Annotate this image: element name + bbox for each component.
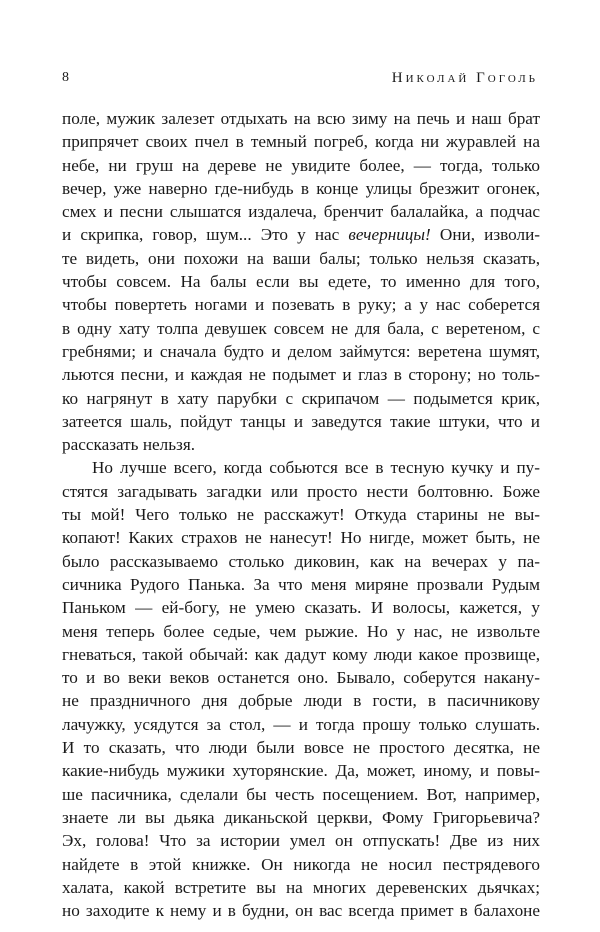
text-line-part: Они, изволи- xyxy=(430,225,540,245)
text-line: чтобы повертеть ногами и позевать в руку; а у нас соберется xyxy=(62,295,540,315)
text-line: поле, мужик залезет отдыхать на всю зиму на печь и наш брат xyxy=(62,109,540,128)
text-line: Но лучше всего, когда собьются все в тесную кучку и пу- xyxy=(92,458,540,478)
text-line: гневаться, такой обычай: как дадут кому люди какое прозвище, xyxy=(62,644,540,664)
text-line: было рассказываемо столько диковин, как на вечерах у па- xyxy=(62,551,540,571)
text-line: И то сказать, что люди были вовсе не простого десятка, не xyxy=(62,738,540,758)
text-line: в одну хату толпа девушек совсем не для бала, с веретеном, с xyxy=(62,318,540,338)
running-head xyxy=(62,70,538,90)
text-line: Эх, голова! Что за истории умел он отпускать! Две из них xyxy=(62,831,540,851)
text-line: чтобы совсем. На балы если вы едете, то именно для того, xyxy=(62,272,540,292)
text-line: рассказать нельзя. xyxy=(62,435,196,455)
text-line xyxy=(62,223,540,246)
text-line: меня теперь более седые, чем рыжие. Но у нас, не извольте xyxy=(62,621,540,641)
author-name: Николай Гоголь xyxy=(391,70,538,86)
body-text xyxy=(62,107,540,922)
text-line: Паньком — ей-богу, не умею сказать. И волосы, кажется, у xyxy=(62,598,540,618)
text-line: знаете ли вы дьяка диканьской церкви, Фому Григорьевича? xyxy=(62,807,540,827)
text-line: не праздничного дня добрые люди в гости, в пасичникову xyxy=(62,691,540,711)
text-line: вечер, уже наверно где-нибудь в конце улицы брезжит огонек, xyxy=(62,178,540,198)
text-line: то и во веки веков останется оно. Бывало, соберутся накану- xyxy=(62,668,540,688)
text-line: смех и песни слышатся издалеча, бренчит балалайка, а подчас xyxy=(62,202,540,222)
text-line: льются песни, и каждая не подымет и глаз в сторону; но толь- xyxy=(62,365,540,385)
text-line: ше пасичника, сделали бы честь посещением. Вот, например, xyxy=(62,784,540,804)
text-line: припрячет своих пчел в темный погреб, когда ни журавлей на xyxy=(62,132,540,152)
emphasized-word: вечерницы! xyxy=(348,225,431,245)
text-line: ты мой! Чего только не расскажут! Откуда старины не вы- xyxy=(62,505,540,525)
text-line: найдете в этой книжке. Он никогда не носил пестрядевого xyxy=(62,854,540,874)
text-line: затеется шаль, пойдут танцы и заведутся такие штуки, что и xyxy=(62,411,540,431)
text-line: какие-нибудь мужики хуторянские. Да, может, иному, и повы- xyxy=(62,761,540,781)
text-line: халата, какой встретите вы на многих деревенских дьячках; xyxy=(62,877,540,897)
text-line: стятся загадывать загадки или просто нести болтовню. Боже xyxy=(62,481,540,501)
text-line-part: и скрипка, говор, шум... Это у нас xyxy=(62,225,349,245)
text-line: небе, ни груш на дереве не увидите более, — тогда, только xyxy=(62,155,540,175)
text-line: те видеть, они похожи на ваши балы; только нельзя сказать, xyxy=(62,248,540,268)
text-line: гребнями; и сначала будто и делом займутся: веретена шумят, xyxy=(62,341,540,361)
text-line: ко нагрянут в хату парубки с скрипачом — подымется крик, xyxy=(62,388,540,408)
text-line: сичника Рудого Панька. За что меня миряне прозвали Рудым xyxy=(62,574,540,594)
text-line: но заходите к нему и в будни, он вас всегда примет в балахоне xyxy=(62,901,540,921)
page-number: 8 xyxy=(62,70,70,85)
text-line: лачужку, усядутся за стол, — и тогда прошу только слушать. xyxy=(62,714,540,734)
text-line: копают! Каких страхов не нанесут! Но нигде, может быть, не xyxy=(62,528,540,548)
